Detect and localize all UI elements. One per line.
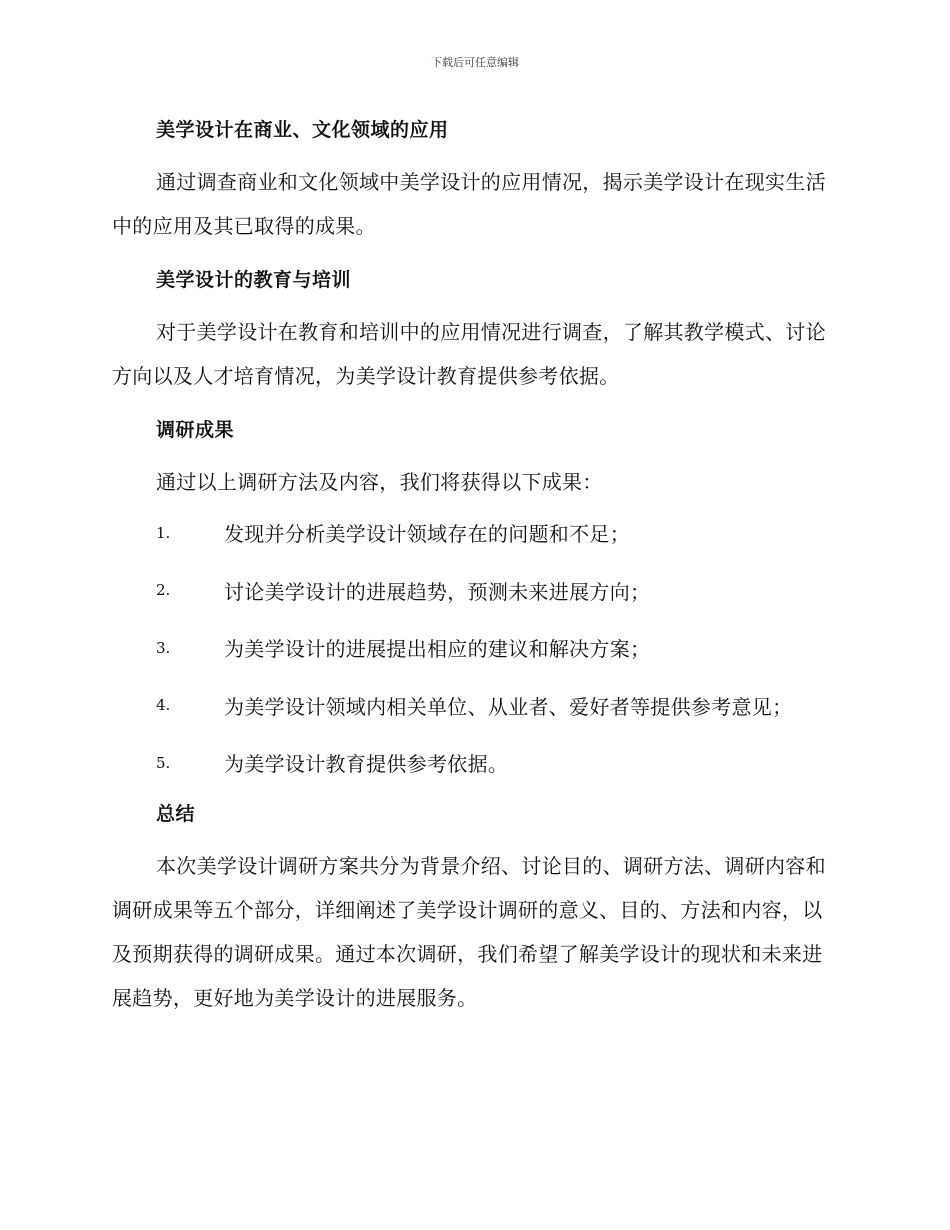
list-item-number: 4. bbox=[156, 696, 171, 715]
list-item-text: 讨论美学设计的进展趋势，预测未来进展方向； bbox=[224, 579, 651, 604]
section-heading-summary: 总结 bbox=[156, 802, 196, 825]
page-header-note: 下载后可任意编辑 bbox=[431, 56, 519, 69]
section-heading-commerce-culture: 美学设计在商业、文化领域的应用 bbox=[156, 119, 449, 141]
list-item bbox=[112, 677, 832, 735]
section-heading-education: 美学设计的教育与培训 bbox=[156, 269, 352, 291]
list-item-text: 为美学设计教育提供参考依据。 bbox=[224, 752, 509, 777]
section-paragraph-results: 通过以上调研方法及内容，我们将获得以下成果： bbox=[156, 470, 603, 494]
list-item bbox=[112, 562, 832, 620]
list-item-number: 1. bbox=[156, 523, 171, 542]
list-item-number: 5. bbox=[156, 753, 171, 772]
list-item bbox=[112, 619, 832, 677]
list-item bbox=[112, 734, 832, 792]
list-item-text: 为美学设计领域内相关单位、从业者、爱好者等提供参考意见； bbox=[224, 694, 793, 719]
list-item-text: 发现并分析美学设计领域存在的问题和不足； bbox=[224, 522, 630, 547]
list-item-text: 为美学设计的进展提出相应的建议和解决方案； bbox=[224, 637, 651, 662]
list-item-number: 2. bbox=[156, 581, 171, 600]
section-heading-results: 调研成果 bbox=[156, 419, 235, 441]
document-body bbox=[112, 110, 832, 1020]
list-item bbox=[112, 504, 832, 562]
section-paragraph-education: 对于美学设计在教育和培训中的应用情况进行调查，了解其教学模式、讨论方向以及人才培育情况，为美学设计教育提供参考依据。 bbox=[112, 320, 826, 388]
list-item-number: 3. bbox=[156, 638, 171, 657]
results-list bbox=[112, 504, 832, 792]
section-paragraph-commerce-culture: 通过调查商业和文化领域中美学设计的应用情况，揭示美学设计在现实生活中的应用及其已取得的成果。 bbox=[112, 170, 826, 238]
section-paragraph-summary: 本次美学设计调研方案共分为背景介绍、讨论目的、调研方法、调研内容和调研成果等五个部分，详细阐述了美学设计调研的意义、目的、方法和内容，以及预期获得的调研成果。通过本次调研，我们希望了解美学设计的现状和未来进展趋势，更好地为美学设计的进展服务。 bbox=[112, 853, 826, 1010]
